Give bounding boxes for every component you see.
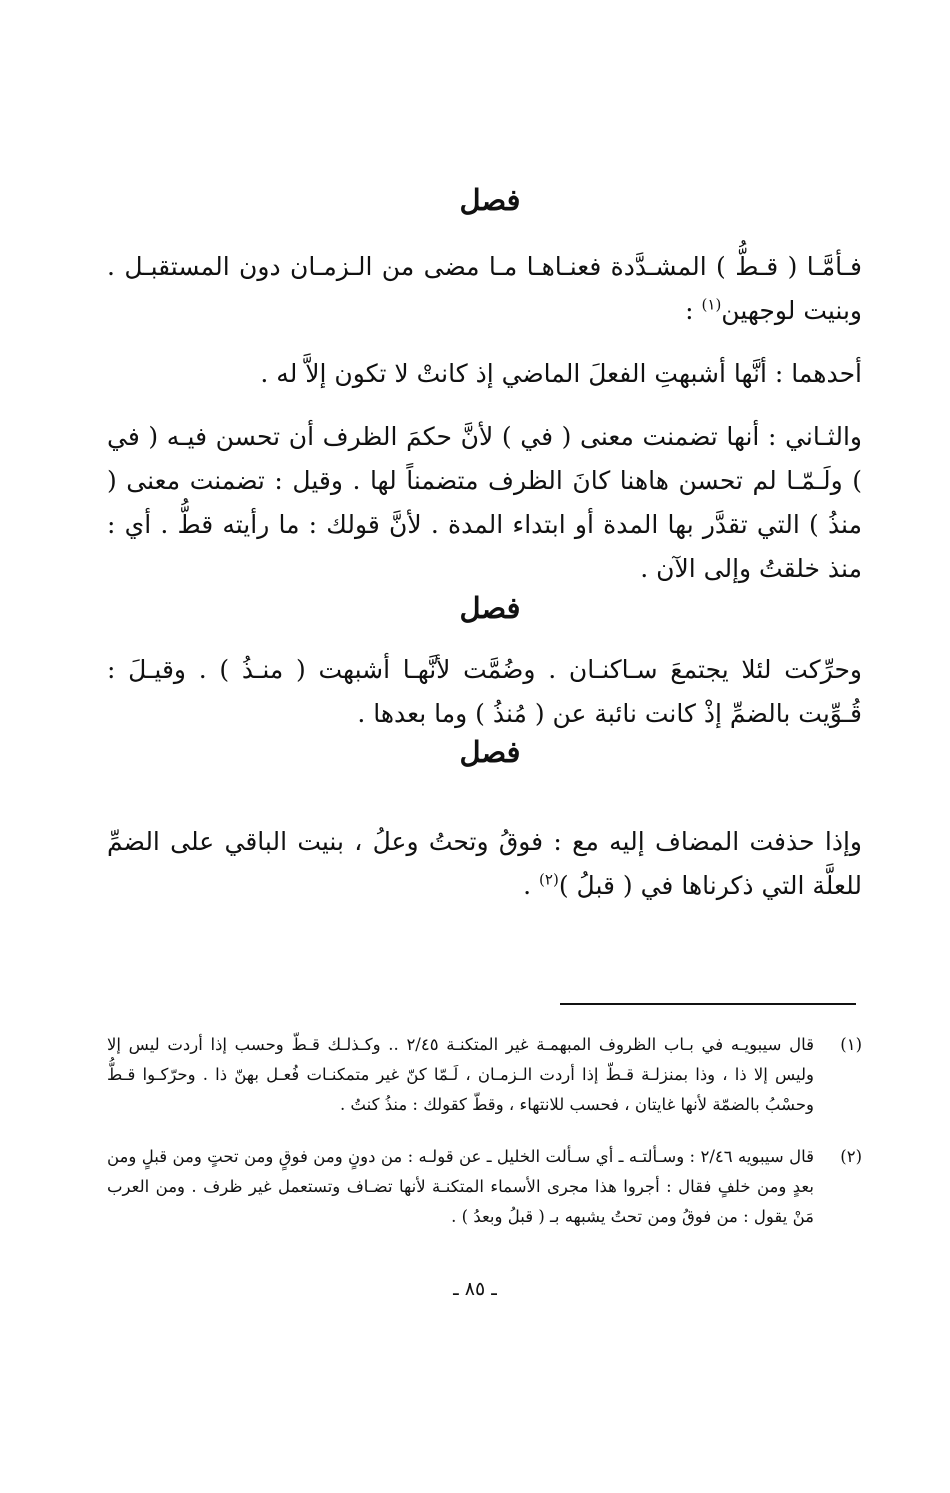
paragraph-2: أحدهما : أنَّها أشبهتِ الفعلَ الماضي إذ كانتْ لا تكون إلاَّ له . [260,359,862,388]
footnote-ref-1[interactable]: (١) [701,295,722,314]
footnote-1-number: (١) [840,1035,862,1054]
footnote-ref-2[interactable]: (٢) [539,870,559,889]
footnote-2 [107,1142,862,1232]
footnote-2-number: (٢) [840,1147,862,1166]
paragraph-1-tail: : [685,296,702,325]
section-heading-2: فصل [459,591,521,625]
page-number: ـ ٨٥ ـ [453,1278,497,1300]
paragraph-5 [107,820,862,908]
paragraph-3: والثـاني : أنها تضمنت معنى ( في ) لأنَّ حكمَ الظرف أن تحسن فيـه ( في ) ولَـمّـا لم تحسن هاهنا كانَ الظرف متضمناً لها . وقيل : تضمنت معنى ( منذُ ) التي تقدَّر بها المدة أو ابتداء المدة . لأنَّ قولك : ما رأيته قطُّ . أي : منذ خلقتُ وإلى الآن . [107,422,862,583]
section-heading-3: فصل [459,735,521,769]
paragraph-5-text: وإذا حذفت المضاف إليه مع : فوقُ وتحتُ وعلُ ، بنيت الباقي على الضمِّ للعلَّة التي ذكرناها في ( قبلُ ) [107,827,862,900]
paragraph-5-tail: . [523,871,540,900]
footnote-2-text: قال سيبويه ٢/٤٦ : وسـألتـه ـ أي سـألت الخليل ـ عن قولـه : من دونٍ ومن فوقٍ ومن تحتٍ ومن قبلٍ ومن بعدٍ ومن خلفٍ فقال : أجروا هذا مجرى الأسماء المتكنـة لأنها تضـاف وتستعمل غير ظرف . ومن العرب مَنْ يقول : من فوقُ ومن تحتُ يشبهه بـ ( قبلُ وبعدُ ) . [107,1147,814,1226]
section-heading-1: فصل [459,183,521,217]
paragraph-4: وحرِّكت لئلا يجتمعَ سـاكنـان . وضُمَّت لأنَّهـا أشبهت ( منـذُ ) . وقيـلَ : قُـوِّيت بالضمِّ إذْ كانت نائبة عن ( مُنذُ ) وما بعدها . [107,655,862,728]
footnote-1-text: قال سيبويـه في بـاب الظروف المبهمـة غير المتكنـة ٢/٤٥ .. وكـذلـك قـطّ وحسب إذا أردت ليس إلا وليس إلا ذا ، وذا بمنزلـة قـطّ إذا أردت الـزمـان ، لَـمّا كنّ غير متمكنـات فُعـل بهنّ ذا . وحرّكـوا قـطُّ وحسْبُ بالضمّة لأنها غايتان ، فحسب للانتهاء ، وقطّ كقولك : منذُ كنتُ . [107,1035,814,1114]
paragraph-1-text: فـأمَّـا ( قـطُّ ) المشـدَّدة فعنـاهـا مـا مضى من الـزمـان دون المستقبـل . وبنيت لوجهين [107,252,862,325]
footnote-1 [107,1030,862,1120]
footnote-separator [560,1003,856,1005]
paragraph-1 [107,245,862,333]
